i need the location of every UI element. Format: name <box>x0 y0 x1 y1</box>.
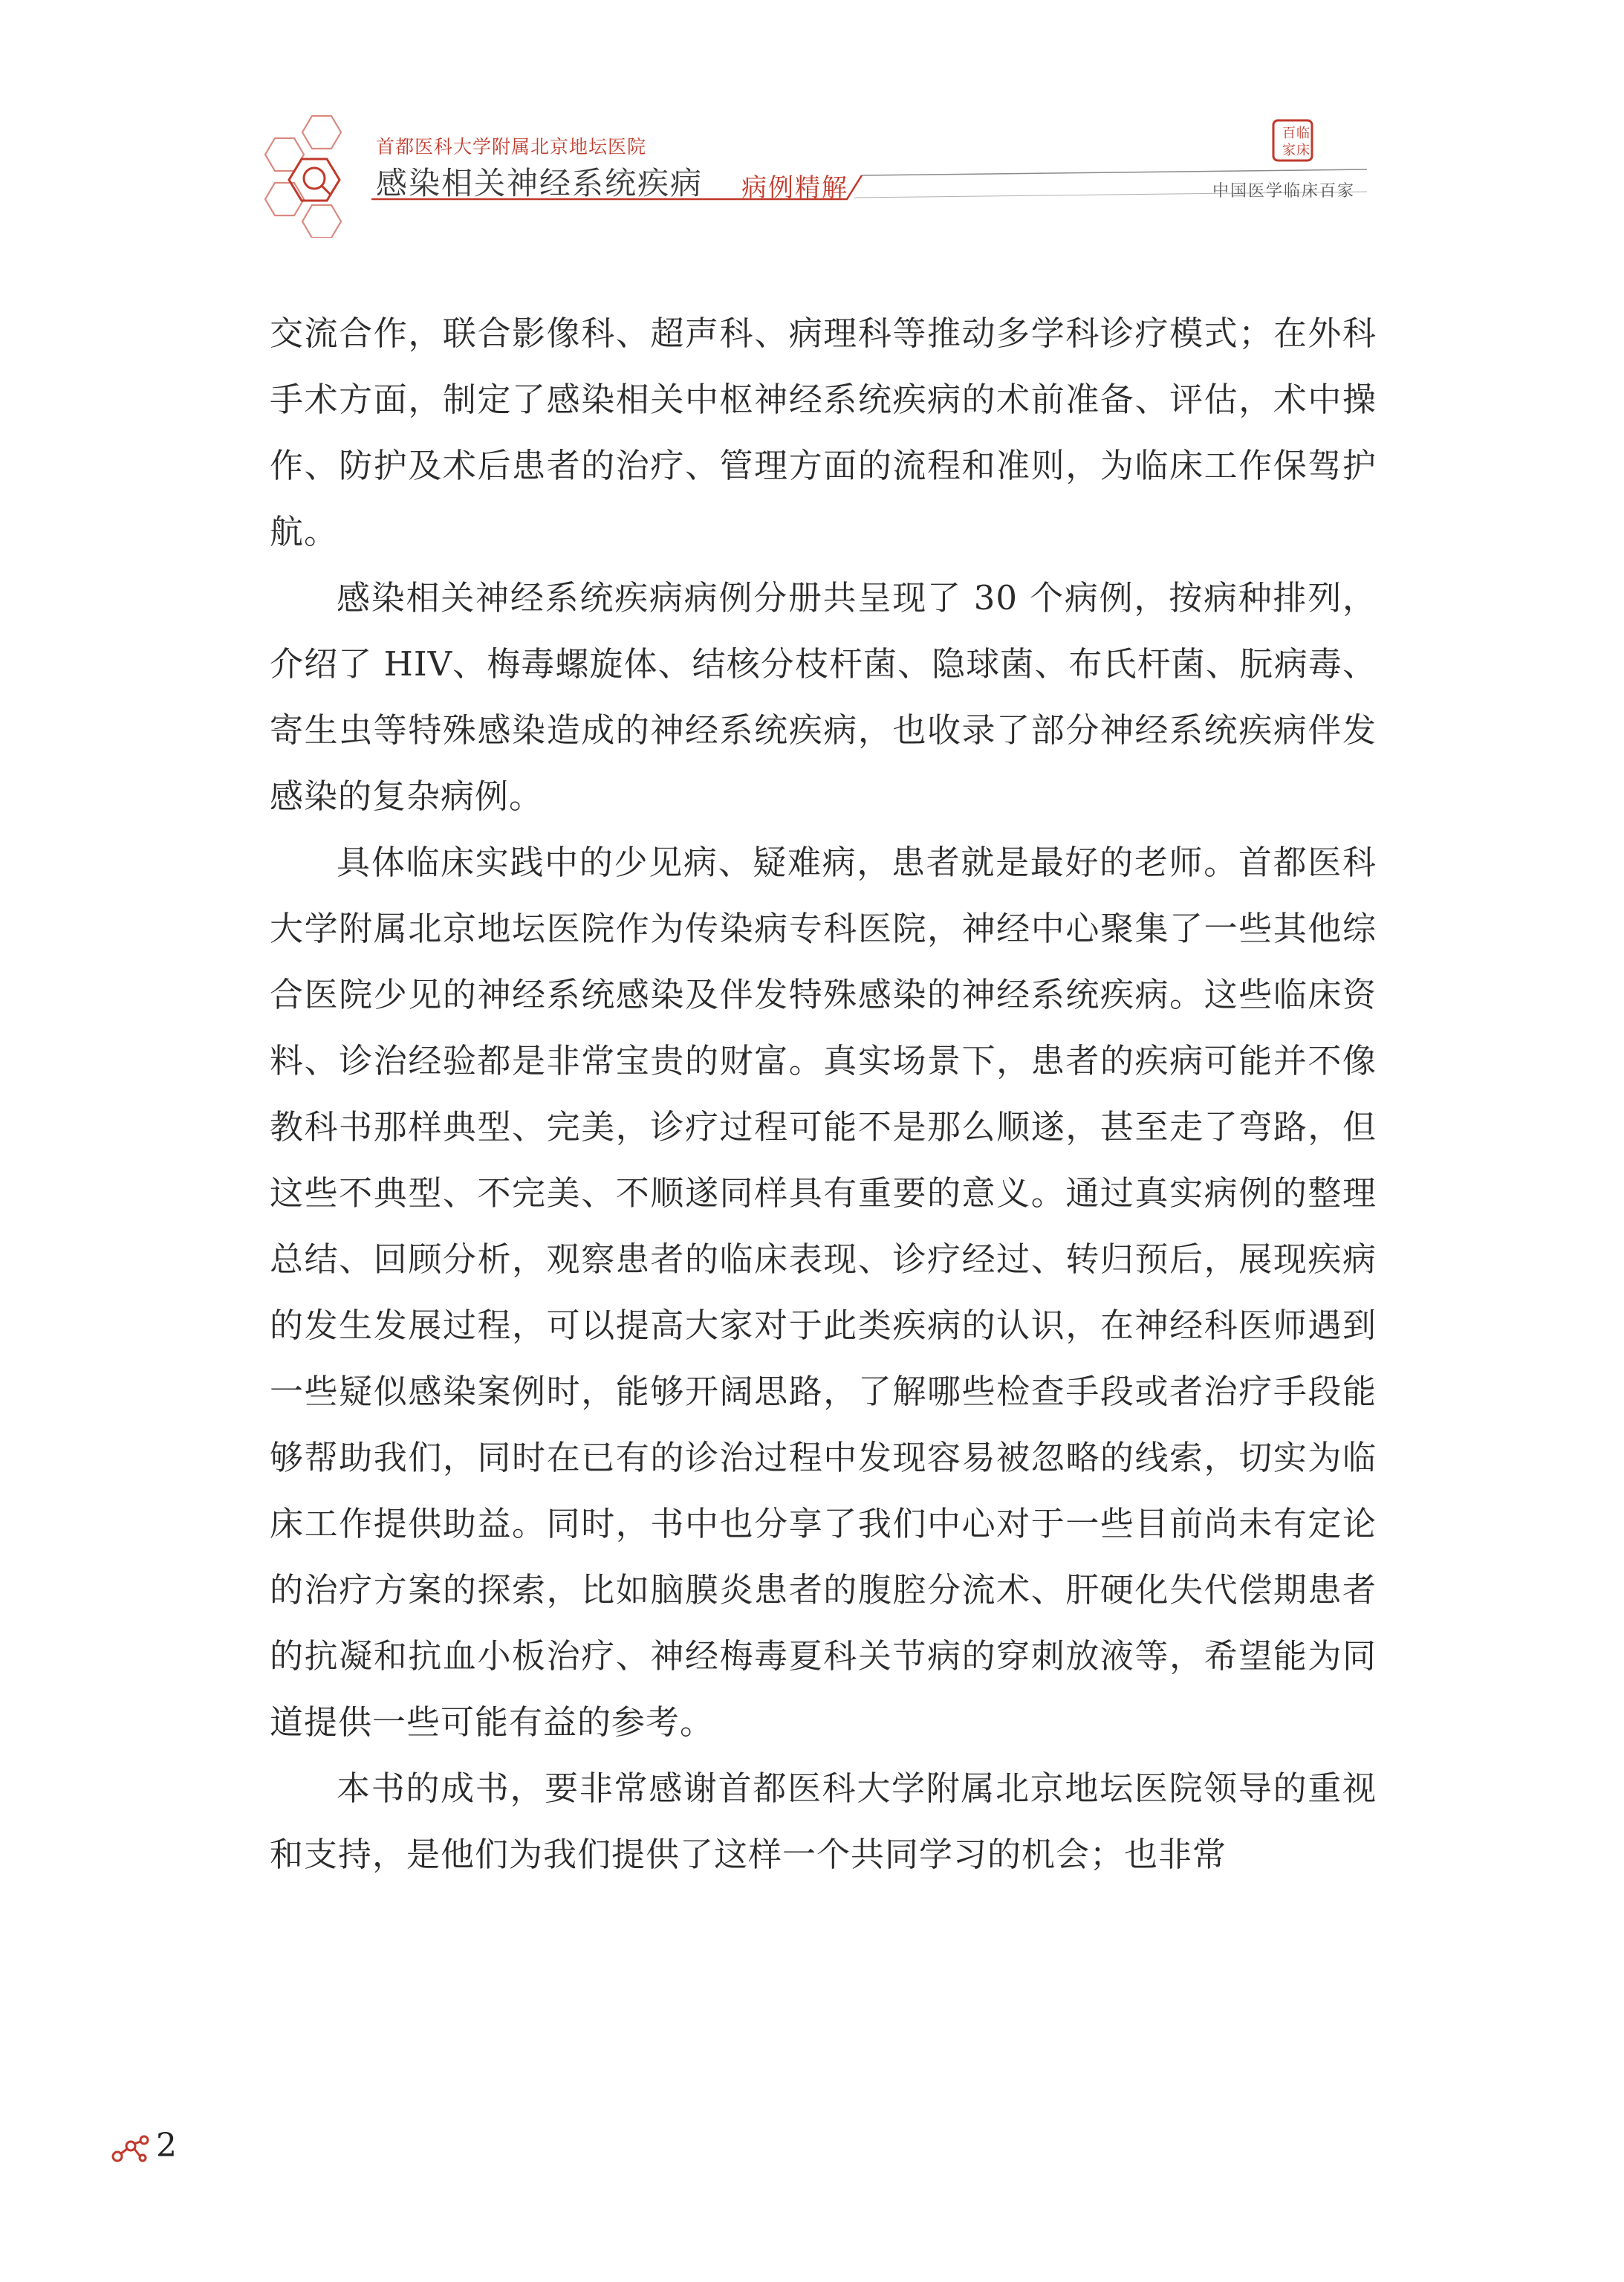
seal-stamp-icon <box>1272 119 1313 162</box>
paragraph: 具体临床实践中的少见病、疑难病，患者就是最好的老师。首都医科大学附属北京地坛医院作为传染病专科医院，神经中心聚集了一些其他综合医院少见的神经系统感染及伴发特殊感染的神经系统疾病。这些临床资料、诊治经验都是非常宝贵的财富。真实场景下，患者的疾病可能并不像教科书那样典型、完美，诊疗过程可能不是那么顺遂，甚至走了弯路，但这些不典型、不完美、不顺遂同样具有重要的意义。通过真实病例的整理总结、回顾分析，观察患者的临床表现、诊疗经过、转归预后，展现疾病的发生发展过程，可以提高大家对于此类疾病的认识，在神经科医师遇到一些疑似感染案例时，能够开阔思路，了解哪些检查手段或者治疗手段能够帮助我们，同时在已有的诊治过程中发现容易被忽略的线索，切实为临床工作提供助益。同时，书中也分享了我们中心对于一些目前尚未有定论的治疗方案的探索，比如脑膜炎患者的腹腔分流术、肝硬化失代偿期患者的抗凝和抗血小板治疗、神经梅毒夏科关节病的穿刺放液等，希望能为同道提供一些可能有益的参考。 <box>270 843 1377 1742</box>
molecule-icon <box>110 2134 152 2164</box>
page-number: 2 <box>156 2127 177 2165</box>
paragraph: 感染相关神经系统疾病病例分册共呈现了 30 个病例，按病种排列，介绍了 HIV、梅毒螺旋体、结核分枝杆菌、隐球菌、布氏杆菌、朊病毒、寄生虫等特殊感染造成的神经系统疾病，也收录了部分神经系统疾病伴发感染的复杂病例。 <box>270 578 1377 816</box>
header-rule-lines <box>0 0 1624 245</box>
hospital-name: 首都医科大学附属北京地坛医院 <box>376 136 647 158</box>
paragraph: 本书的成书，要非常感谢首都医科大学附属北京地坛医院领导的重视和支持，是他们为我们提供了这样一个共同学习的机会；也非常 <box>270 1769 1377 1874</box>
body-text <box>270 300 1377 1887</box>
svg-text:百: 百 <box>1282 126 1296 141</box>
paragraph: 交流合作，联合影像科、超声科、病理科等推动多学科诊疗模式；在外科手术方面，制定了感染相关中枢神经系统疾病的术前准备、评估，术中操作、防护及术后患者的治疗、管理方面的流程和准则，为临床工作保驾护航。 <box>270 314 1377 551</box>
page-header <box>0 0 1624 245</box>
svg-text:临: 临 <box>1296 126 1310 141</box>
publisher-series: 中国医学临床百家 <box>1212 182 1356 201</box>
book-title: 感染相关神经系统疾病 <box>376 165 704 201</box>
series-label: 病例精解 <box>741 173 848 203</box>
svg-text:家: 家 <box>1282 143 1296 158</box>
svg-text:床: 床 <box>1296 143 1310 158</box>
